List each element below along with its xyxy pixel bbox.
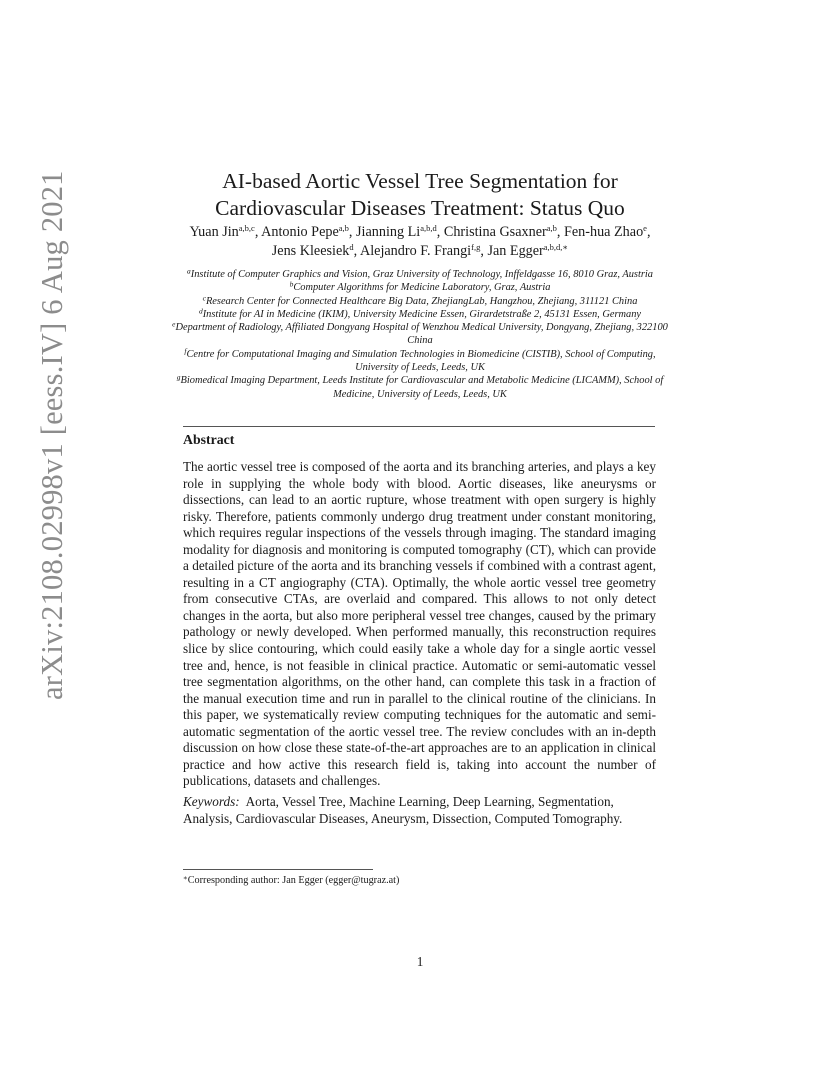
author-name: Antonio Pepe — [261, 224, 339, 240]
author-line-1 — [140, 223, 700, 242]
author-line-2 — [140, 242, 700, 261]
footnote-text: Corresponding author: Jan Egger (egger@tugraz.at) — [187, 875, 400, 886]
abstract-text: The aortic vessel tree is composed of the aorta and its branching arteries, and plays a key role in supplying the whole body with blood. Aortic diseases, like aneurysms or dissections, can lead to an aortic rupture, whose treatment with open surgery is highly risky. Therefore, patients commonly undergo drug treatment under constant monitoring, which requires regular inspections of the vessels through imaging. The standard imaging modality for diagnosis and monitoring is computed tomography (CT), which can provide a detailed picture of the aorta and its branching vessels if combined with a contrast agent, resulting in a CT angiography (CTA). Optimally, the whole aortic vessel tree geometry from consecutive CTAs, are overlaid and compared. This allows to not only detect changes in the aorta, but also more peripheral vessel tree changes, caused by the primary pathology or newly developed. When performed manually, this reconstruction requires slice by slice contouring, which could easily take a whole day for a single aortic vessel tree and, hence, is not feasible in clinical practice. Automatic or semi-automatic vessel tree segmentation algorithms, on the other hand, can complete this task in a fraction of the manual execution time and run in parallel to the clinical routine of the clinicians. In this paper, we systematically review computing techniques for the automatic and semi-automatic segmentation of the aortic vessel tree. The review concludes with an in-depth discussion on how close these state-of-the-art approaches are to an application in clinical practice and how active this research field is, taking into account the number of publications, datasets and challenges. — [183, 459, 656, 789]
author-separator: , — [556, 224, 564, 240]
affiliation-item — [170, 308, 670, 321]
author-separator: , — [353, 242, 360, 259]
author-list — [140, 223, 700, 260]
affiliation-text: Biomedical Imaging Department, Leeds Institute for Cardiovascular and Metabolic Medicine (LICAMM), School of Medicine, University of Leeds, Leeds, UK — [180, 375, 664, 400]
author-affil-mark: f,g — [471, 241, 481, 252]
author-name: Jan Egger — [487, 242, 544, 259]
affiliation-item — [170, 374, 670, 401]
affiliation-mark: g — [176, 372, 181, 382]
affiliation-text: Department of Radiology, Affiliated Dongyang Hospital of Wenzhou Medical University, Dongyang, Zhejiang, 322100 China — [175, 322, 668, 347]
author-separator: , — [348, 224, 357, 240]
page-number: 1 — [416, 954, 424, 969]
affiliation-list — [170, 268, 670, 401]
title-line-2: Cardiovascular Diseases Treatment: Status Quo — [215, 196, 625, 220]
affiliation-item — [170, 321, 670, 348]
corresponding-author-footnote — [183, 874, 399, 887]
keywords-label: Keywords: — [183, 794, 240, 809]
affiliation-text: Centre for Computational Imaging and Simulation Technologies in Biomedicine (CISTIB), School of Computing, University of Leeds, Leeds, UK — [186, 348, 656, 374]
arxiv-identifier-stamp: arXiv:2108.02998v1 [eess.IV] 6 Aug 2021 — [35, 170, 69, 700]
affiliation-mark: b — [289, 279, 294, 289]
author-separator: , — [646, 224, 651, 240]
author-affil-mark: a,b,d,∗ — [543, 241, 569, 252]
affiliation-text: Institute for AI in Medicine (IKIM), University Medicine Essen, Girardetstraße 2, 45131 Essen, Germany — [202, 308, 642, 320]
author-separator: , — [436, 224, 444, 240]
footnote-rule — [183, 869, 373, 870]
author-separator: , — [480, 242, 488, 259]
footnote-mark: ∗ — [183, 874, 188, 882]
paper-title — [150, 168, 690, 222]
author-name: Christina Gsaxner — [443, 224, 547, 240]
author-name: Yuan Jin — [189, 224, 239, 240]
affiliation-mark: e — [172, 319, 176, 329]
title-line-1: AI-based Aortic Vessel Tree Segmentation for — [222, 169, 618, 193]
affiliation-mark: f — [184, 346, 187, 356]
affiliation-mark: d — [198, 306, 203, 316]
author-affil-mark: a,b — [338, 223, 349, 233]
affiliation-mark: c — [202, 293, 206, 303]
author-name: Jens Kleesiek — [271, 242, 350, 259]
author-affil-mark: d — [349, 241, 354, 252]
author-affil-mark: a,b — [546, 223, 557, 233]
keywords-text: Aorta, Vessel Tree, Machine Learning, Deep Learning, Segmentation, Analysis, Cardiovascular Diseases, Aneurysm, Dissection, Computed Tomography. — [183, 794, 623, 826]
affiliation-item — [170, 295, 670, 308]
author-affil-mark: a,b,c — [238, 223, 255, 233]
abstract-top-rule — [183, 426, 655, 427]
abstract-heading: Abstract — [183, 432, 235, 447]
author-name: Fen-hua Zhao — [563, 224, 644, 240]
affiliation-text: Computer Algorithms for Medicine Laboratory, Graz, Austria — [293, 282, 551, 294]
affiliation-text: Research Center for Connected Healthcare Big Data, ZhejiangLab, Hangzhou, Zhejiang, 311121 China — [205, 295, 638, 307]
affiliation-mark: a — [187, 266, 191, 276]
author-affil-mark: e — [643, 223, 647, 233]
affiliation-item — [170, 281, 670, 294]
affiliation-text: Institute of Computer Graphics and Vision, Graz University of Technology, Inffeldgasse 16, 8010 Graz, Austria — [190, 269, 653, 280]
author-affil-mark: a,b,d — [420, 223, 437, 233]
keywords — [183, 794, 656, 827]
affiliation-item — [170, 268, 670, 281]
author-name: Alejandro F. Frangi — [359, 242, 472, 259]
affiliation-item — [170, 348, 670, 375]
author-name: Jianning Li — [356, 224, 421, 240]
author-separator: , — [254, 224, 262, 240]
